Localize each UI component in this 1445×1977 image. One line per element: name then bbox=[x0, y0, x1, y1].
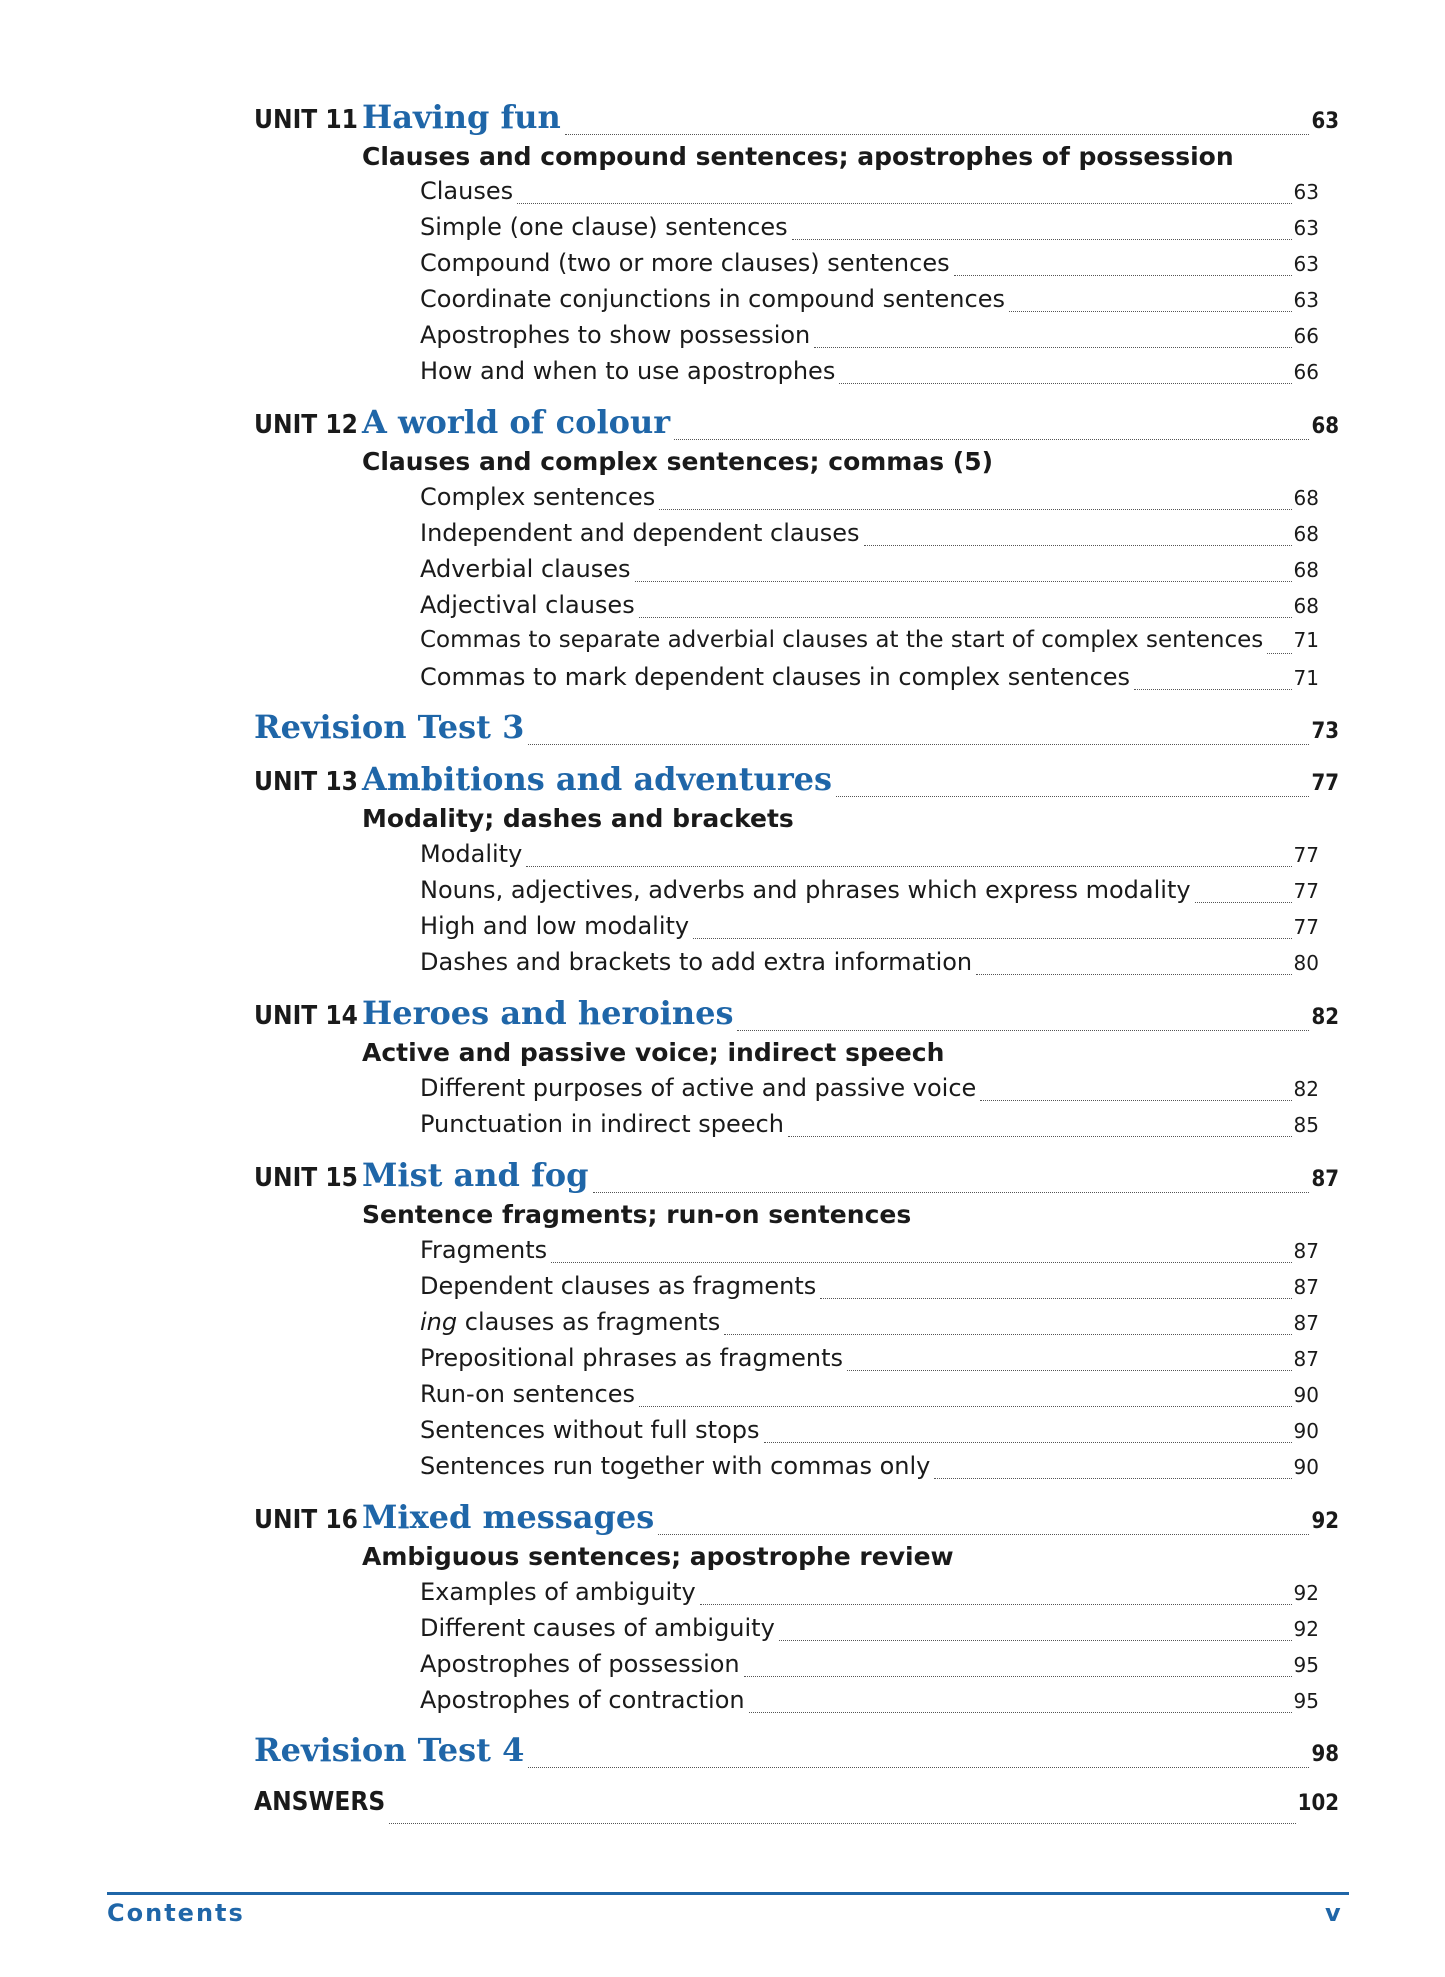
toc-item-text: Coordinate conjunctions in compound sentences bbox=[420, 285, 1005, 313]
page-number: 102 bbox=[1297, 1791, 1339, 1816]
toc-item[interactable] bbox=[420, 876, 1319, 910]
toc-item-text: Independent and dependent clauses bbox=[420, 519, 860, 547]
toc-item[interactable] bbox=[420, 663, 1319, 697]
page-number: 63 bbox=[1293, 216, 1319, 240]
dot-leader bbox=[1134, 689, 1291, 690]
dot-leader bbox=[847, 1370, 1292, 1371]
dot-leader bbox=[749, 1712, 1292, 1713]
page-number: 95 bbox=[1293, 1653, 1319, 1677]
dot-leader bbox=[528, 1767, 1309, 1768]
dot-leader bbox=[836, 796, 1309, 797]
toc-item[interactable] bbox=[420, 1614, 1319, 1648]
toc-item-text: Punctuation in indirect speech bbox=[420, 1110, 784, 1138]
page-number: 73 bbox=[1311, 719, 1339, 744]
toc-item[interactable] bbox=[420, 1272, 1319, 1306]
unit-subtitle: Clauses and complex sentences; commas (5) bbox=[362, 447, 994, 476]
page-number: 87 bbox=[1311, 1167, 1339, 1192]
dot-leader bbox=[954, 275, 1292, 276]
dot-leader bbox=[764, 1442, 1292, 1443]
page-number: 85 bbox=[1293, 1113, 1319, 1137]
unit-title[interactable]: A world of colour bbox=[362, 403, 671, 441]
toc-unit-row[interactable] bbox=[254, 994, 1339, 1038]
toc-item-text: Compound (two or more clauses) sentences bbox=[420, 249, 950, 277]
toc-item[interactable] bbox=[420, 1236, 1319, 1270]
dot-leader bbox=[976, 974, 1291, 975]
toc-item-text: Clauses bbox=[420, 177, 514, 205]
toc-item[interactable] bbox=[420, 1308, 1319, 1342]
unit-subtitle: Ambiguous sentences; apostrophe review bbox=[362, 1542, 954, 1571]
toc-item-text: ing clauses as fragments bbox=[420, 1308, 721, 1336]
page-number: 66 bbox=[1293, 324, 1319, 348]
toc-item-text: Prepositional phrases as fragments bbox=[420, 1344, 844, 1372]
toc-item[interactable] bbox=[420, 285, 1319, 319]
unit-label: UNIT 11 bbox=[254, 105, 358, 135]
page-number: 68 bbox=[1293, 486, 1319, 510]
toc-item[interactable] bbox=[420, 483, 1319, 517]
page-number: 63 bbox=[1293, 180, 1319, 204]
toc-item[interactable] bbox=[420, 840, 1319, 874]
page-number: 68 bbox=[1293, 594, 1319, 618]
dot-leader bbox=[1195, 902, 1292, 903]
toc-item[interactable] bbox=[420, 555, 1319, 589]
unit-label: UNIT 14 bbox=[254, 1001, 358, 1031]
toc-item[interactable] bbox=[420, 321, 1319, 355]
page-number: 71 bbox=[1293, 628, 1319, 652]
page-number: 87 bbox=[1293, 1275, 1319, 1299]
unit-label: UNIT 13 bbox=[254, 767, 358, 797]
dot-leader bbox=[526, 866, 1291, 867]
toc-item-text: Modality bbox=[420, 840, 523, 868]
page-number: 77 bbox=[1311, 771, 1339, 796]
page-number: 77 bbox=[1293, 879, 1319, 903]
toc-item-text: How and when to use apostrophes bbox=[420, 357, 836, 385]
toc-item-text: Nouns, adjectives, adverbs and phrases which express modality bbox=[420, 876, 1191, 904]
toc-item[interactable] bbox=[420, 519, 1319, 553]
toc-item-text: Apostrophes of contraction bbox=[420, 1686, 745, 1714]
toc-item[interactable] bbox=[420, 1452, 1319, 1486]
toc-answers-row[interactable] bbox=[254, 1787, 1339, 1831]
toc-unit-row[interactable] bbox=[254, 1156, 1339, 1200]
dot-leader bbox=[744, 1676, 1292, 1677]
dot-leader bbox=[934, 1478, 1291, 1479]
unit-subtitle: Clauses and compound sentences; apostrophes of possession bbox=[362, 142, 1234, 171]
dot-leader bbox=[693, 938, 1291, 939]
page-number: 63 bbox=[1311, 109, 1339, 134]
toc-item-text: Dashes and brackets to add extra information bbox=[420, 948, 973, 976]
toc-item-text: Sentences run together with commas only bbox=[420, 1452, 931, 1480]
toc-item-text: Complex sentences bbox=[420, 483, 656, 511]
dot-leader bbox=[864, 545, 1292, 546]
toc-revision-row[interactable] bbox=[254, 1731, 1339, 1775]
page-number: 71 bbox=[1293, 666, 1319, 690]
dot-leader bbox=[788, 1136, 1292, 1137]
page-number: 90 bbox=[1293, 1419, 1319, 1443]
toc-revision-row[interactable] bbox=[254, 708, 1339, 752]
toc-item-text: Examples of ambiguity bbox=[420, 1578, 696, 1606]
toc-item[interactable] bbox=[420, 1578, 1319, 1612]
toc-unit-row[interactable] bbox=[254, 403, 1339, 447]
toc-item-text: Sentences without full stops bbox=[420, 1416, 760, 1444]
toc-item-text: Different purposes of active and passive voice bbox=[420, 1074, 977, 1102]
toc-item-text: Simple (one clause) sentences bbox=[420, 213, 788, 241]
footer-page-number: v bbox=[1325, 1899, 1341, 1927]
page-number: 63 bbox=[1293, 288, 1319, 312]
toc-unit-row[interactable] bbox=[254, 760, 1339, 804]
dot-leader bbox=[528, 744, 1309, 745]
unit-subtitle: Active and passive voice; indirect speech bbox=[362, 1038, 945, 1067]
answers-label[interactable]: ANSWERS bbox=[254, 1787, 386, 1817]
dot-leader bbox=[1009, 311, 1292, 312]
footer-section-title: Contents bbox=[107, 1899, 245, 1927]
toc-item[interactable] bbox=[420, 357, 1319, 391]
page-number: 90 bbox=[1293, 1383, 1319, 1407]
dot-leader bbox=[674, 439, 1309, 440]
unit-subtitle: Sentence fragments; run-on sentences bbox=[362, 1200, 912, 1229]
dot-leader bbox=[839, 383, 1291, 384]
dot-leader bbox=[639, 617, 1292, 618]
toc-item-text: Apostrophes to show possession bbox=[420, 321, 811, 349]
toc-unit-row[interactable] bbox=[254, 1498, 1339, 1542]
page-number: 87 bbox=[1293, 1347, 1319, 1371]
dot-leader bbox=[565, 134, 1310, 135]
unit-title[interactable]: Heroes and heroines bbox=[362, 994, 734, 1032]
toc-item-text: Adjectival clauses bbox=[420, 591, 635, 619]
page-number: 92 bbox=[1293, 1617, 1319, 1641]
dot-leader bbox=[1267, 653, 1291, 654]
page-number: 87 bbox=[1293, 1239, 1319, 1263]
page-number: 92 bbox=[1311, 1509, 1339, 1534]
page-number: 90 bbox=[1293, 1455, 1319, 1479]
toc-item-text: Commas to separate adverbial clauses at the start of complex sentences bbox=[420, 627, 1264, 653]
toc-item[interactable] bbox=[420, 948, 1319, 982]
unit-title[interactable]: Mixed messages bbox=[362, 1498, 655, 1536]
toc-item[interactable] bbox=[420, 213, 1319, 247]
page-number: 77 bbox=[1293, 843, 1319, 867]
page-number: 63 bbox=[1293, 252, 1319, 276]
dot-leader bbox=[792, 239, 1292, 240]
toc-item-text: Apostrophes of possession bbox=[420, 1650, 740, 1678]
page-number: 82 bbox=[1311, 1005, 1339, 1030]
footer-rule bbox=[107, 1892, 1349, 1895]
dot-leader bbox=[635, 581, 1292, 582]
page-number: 66 bbox=[1293, 360, 1319, 384]
toc-item[interactable] bbox=[420, 1650, 1319, 1684]
page-number: 87 bbox=[1293, 1311, 1319, 1335]
unit-subtitle: Modality; dashes and brackets bbox=[362, 804, 794, 833]
dot-leader bbox=[593, 1192, 1310, 1193]
dot-leader bbox=[700, 1604, 1292, 1605]
revision-title[interactable]: Revision Test 3 bbox=[254, 708, 525, 746]
revision-title[interactable]: Revision Test 4 bbox=[254, 1731, 525, 1769]
toc-item[interactable] bbox=[420, 177, 1319, 211]
unit-title[interactable]: Ambitions and adventures bbox=[362, 760, 833, 798]
toc-item[interactable] bbox=[420, 912, 1319, 946]
toc-item[interactable] bbox=[420, 1380, 1319, 1414]
unit-label: UNIT 16 bbox=[254, 1505, 358, 1535]
page-number: 82 bbox=[1293, 1077, 1319, 1101]
page-number: 80 bbox=[1293, 951, 1319, 975]
unit-title[interactable]: Having fun bbox=[362, 98, 561, 136]
dot-leader bbox=[737, 1030, 1309, 1031]
toc-unit-row[interactable] bbox=[254, 98, 1339, 142]
dot-leader bbox=[779, 1640, 1292, 1641]
page-number: 68 bbox=[1293, 558, 1319, 582]
toc-item-text: Dependent clauses as fragments bbox=[420, 1272, 817, 1300]
toc-item[interactable] bbox=[420, 1110, 1319, 1144]
dot-leader bbox=[517, 203, 1291, 204]
toc-item-text: Different causes of ambiguity bbox=[420, 1614, 775, 1642]
page-number: 68 bbox=[1311, 414, 1339, 439]
dot-leader bbox=[980, 1100, 1291, 1101]
dot-leader bbox=[814, 347, 1291, 348]
unit-label: UNIT 12 bbox=[254, 410, 358, 440]
dot-leader bbox=[820, 1298, 1291, 1299]
page-number: 98 bbox=[1311, 1742, 1339, 1767]
toc-item-text: High and low modality bbox=[420, 912, 690, 940]
toc-item-text: Adverbial clauses bbox=[420, 555, 631, 583]
toc-item[interactable] bbox=[420, 1686, 1319, 1720]
toc-item[interactable] bbox=[420, 1344, 1319, 1378]
page-number: 95 bbox=[1293, 1689, 1319, 1713]
toc-item-text: Commas to mark dependent clauses in complex sentences bbox=[420, 663, 1131, 691]
toc-item[interactable] bbox=[420, 1074, 1319, 1108]
toc-item[interactable] bbox=[420, 591, 1319, 625]
dot-leader bbox=[659, 509, 1291, 510]
dot-leader bbox=[724, 1334, 1291, 1335]
page-number: 92 bbox=[1293, 1581, 1319, 1605]
toc-item-text: Run-on sentences bbox=[420, 1380, 635, 1408]
dot-leader bbox=[658, 1534, 1309, 1535]
page-number: 77 bbox=[1293, 915, 1319, 939]
toc-item-text: Fragments bbox=[420, 1236, 548, 1264]
dot-leader bbox=[639, 1406, 1292, 1407]
dot-leader bbox=[389, 1823, 1295, 1824]
toc-item[interactable] bbox=[420, 1416, 1319, 1450]
page-number: 68 bbox=[1293, 522, 1319, 546]
unit-label: UNIT 15 bbox=[254, 1163, 358, 1193]
toc-item[interactable] bbox=[420, 627, 1319, 661]
toc-item[interactable] bbox=[420, 249, 1319, 283]
unit-title[interactable]: Mist and fog bbox=[362, 1156, 589, 1194]
dot-leader bbox=[551, 1262, 1291, 1263]
